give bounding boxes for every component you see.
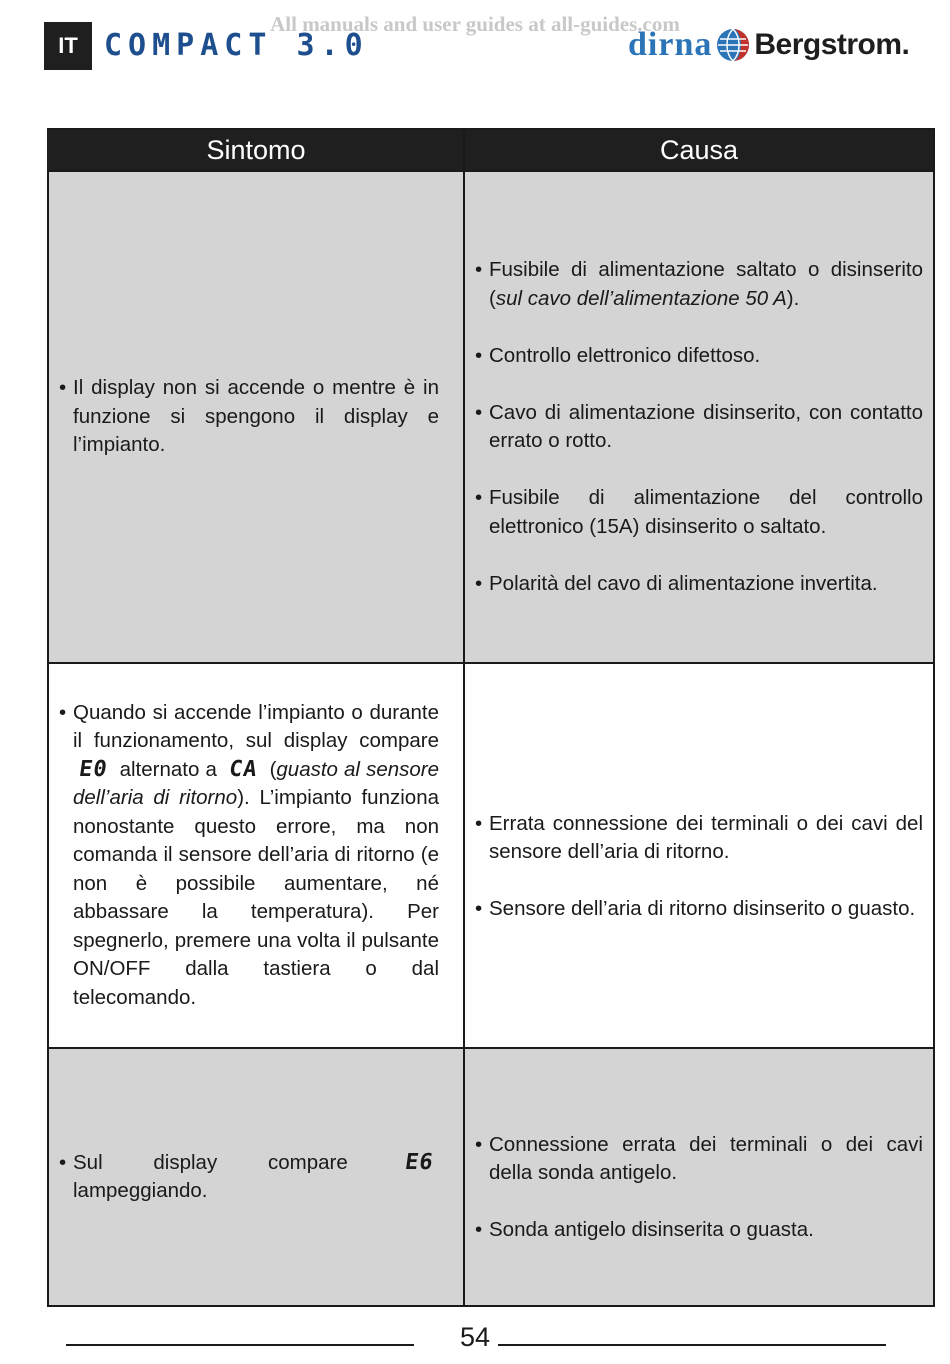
display-code-e6: E6 [402, 1149, 435, 1175]
symptom-cell [48, 1048, 464, 1306]
symptom-text: Il display non si accende o mentre è in funzione si spengono il display e l’impianto. [73, 376, 439, 457]
cause-item [475, 1216, 923, 1245]
cause-item [475, 895, 923, 924]
logo-bergstrom-text: Bergstrom. [754, 28, 910, 61]
cause-item [475, 342, 923, 371]
cause-text: Controllo elettronico difettoso. [489, 343, 761, 367]
bullet: • [475, 258, 483, 281]
cause-item [475, 570, 923, 599]
cause-list [475, 788, 923, 924]
cause-text: Sonda antigelo disinserita o guasta. [489, 1218, 814, 1241]
language-badge: IT [44, 22, 92, 70]
cause-text: Errata connessione dei terminali o dei cavi del sensore dell’aria di ritorno. [489, 811, 923, 863]
brand-logo [628, 24, 909, 66]
column-header-symptom: Sintomo [48, 129, 464, 171]
symptom-item [59, 699, 439, 1013]
bullet: • [475, 486, 483, 509]
bullet: • [59, 700, 67, 724]
cause-text: Cavo di alimentazione disinserito, con contatto errato o rotto. [489, 400, 923, 452]
symptom-item [59, 374, 439, 460]
bullet: • [475, 1218, 483, 1241]
symptom-cell [48, 171, 464, 663]
logo-dirna-text: dirna [628, 26, 713, 63]
cause-text: Sensore dell’aria di ritorno disinserito o guasto. [489, 897, 916, 920]
troubleshooting-table [47, 128, 935, 1307]
page-number: 54 [459, 1322, 491, 1352]
symptom-item [59, 1149, 439, 1206]
table-row [48, 1048, 934, 1306]
cause-text: Fusibile di alimentazione saltato o disinserito (sul cavo dell’alimentazione 50 A). [489, 258, 923, 310]
cause-text: Connessione errata dei terminali o dei cavi della sonda antigelo. [489, 1132, 923, 1184]
cause-italic-note: sul cavo dell’alimentazione 50 A [495, 286, 787, 310]
cause-text: Fusibile di alimentazione del controllo elettronico (15A) disinserito o saltato. [489, 486, 923, 538]
footer-rule-right [498, 1344, 886, 1346]
bullet: • [475, 1132, 483, 1156]
bullet: • [475, 343, 483, 367]
cause-item [475, 256, 923, 313]
table-header-row [48, 129, 934, 171]
product-title: COMPACT 3.0 [104, 28, 369, 63]
bullet: • [475, 400, 483, 424]
cause-list [475, 236, 923, 598]
table-row [48, 171, 934, 663]
watermark: All manuals and user guides at all-guides.com [270, 12, 680, 36]
cause-item [475, 810, 923, 867]
table-row [48, 663, 934, 1048]
symptom-italic-note: guasto al sensore dell’aria di ritorno [73, 757, 440, 810]
cause-item [475, 399, 923, 456]
symptom-text: Sul display compare E6 lampeggiando. [73, 1149, 439, 1206]
cause-cell [464, 663, 934, 1048]
symptom-text: Quando si accende l’impianto o durante il funzionamento, sul display compare E0 alternato a CA (guasto al sensore dell’aria di ritorno). L’impianto funziona nonostante questo errore, ma non comanda il sensore dell’aria di ritorno (e non è possibile aumentare, né abbassare la temperatura). Per spegnerlo, premere una volta il pulsante ON/OFF dalla tastiera o dal telecomando. [73, 699, 439, 1013]
cause-list [475, 1110, 923, 1245]
bullet: • [475, 897, 483, 920]
bullet: • [59, 1150, 67, 1174]
cause-text: Polarità del cavo di alimentazione invertita. [489, 571, 878, 595]
bullet: • [59, 376, 67, 400]
symptom-cell [48, 663, 464, 1048]
bullet: • [475, 571, 483, 595]
bullet: • [475, 811, 483, 835]
dirna-globe-icon [716, 28, 750, 62]
cause-cell [464, 171, 934, 663]
column-header-cause: Causa [464, 129, 934, 171]
cause-cell [464, 1048, 934, 1306]
cause-item [475, 1131, 923, 1188]
display-code-e0: E0 [77, 756, 110, 782]
cause-item [475, 484, 923, 541]
display-code-ca: CA [227, 756, 260, 782]
